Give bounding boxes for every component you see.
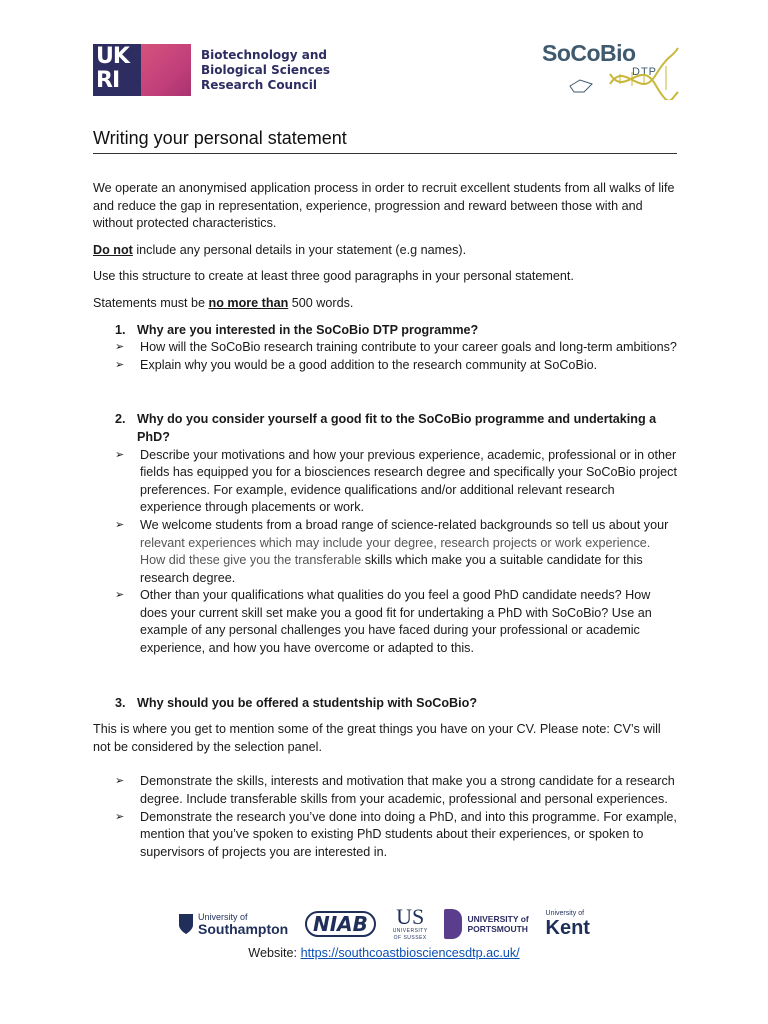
list-item: ➢ Other than your qualifications what qualities do you feel a good PhD candidate needs? How does your current skill set make you a good fit for undertaking a PhD with SoCoBio? Use an example of any personal challenges you have faced during your professional or academic experience, and how you have overcome or adapted to this. bbox=[93, 587, 678, 657]
bbsrc-name: Biotechnology and Biological Sciences Research Council bbox=[201, 47, 331, 92]
website-line: Website: https://southcoastbiosciencesdtp.ac.uk/ bbox=[248, 946, 520, 960]
arrow-bullet-icon: ➢ bbox=[115, 775, 125, 788]
section-3 bbox=[93, 695, 678, 862]
southampton-logo: University of Southampton bbox=[178, 912, 288, 936]
section-1 bbox=[93, 322, 678, 375]
arrow-bullet-icon: ➢ bbox=[115, 810, 125, 823]
socobio-wordmark: SoCoBio bbox=[542, 40, 636, 66]
website-link[interactable]: https://southcoastbiosciencesdtp.ac.uk/ bbox=[300, 946, 520, 960]
arrow-bullet-icon: ➢ bbox=[115, 448, 125, 461]
structure-note: Use this structure to create at least three good paragraphs in your personal statement. bbox=[93, 269, 574, 284]
section-heading: 1. Why are you interested in the SoCoBio DTP programme? bbox=[115, 322, 479, 337]
list-item: ➢ How will the SoCoBio research training contribute to your career goals and long-term ambitions? bbox=[93, 339, 678, 357]
list-item: ➢ Describe your motivations and how your previous experience, academic, professional or in other fields has equipped you for a biosciences research degree and specifically your SoCoBio project preferences. For example, evidence qualifications and/or additional relevant research experience through placements or work. bbox=[93, 447, 678, 517]
arrow-bullet-icon: ➢ bbox=[115, 589, 125, 602]
section-2 bbox=[93, 411, 678, 657]
dna-helix-icon bbox=[540, 40, 680, 100]
list-item: ➢ Explain why you would be a good addition to the research community at SoCoBio. bbox=[93, 357, 678, 375]
crest-icon bbox=[178, 913, 194, 935]
arrow-bullet-icon: ➢ bbox=[115, 518, 125, 531]
word-limit-note: Statements must be no more than 500 words. bbox=[93, 295, 354, 310]
privacy-note: Do not include any personal details in your statement (e.g names). bbox=[93, 242, 467, 257]
intro-paragraph: We operate an anonymised application process in order to recruit excellent students from all walks of life and reduce the gap in representation, experience, progression and reward between those with and without protected characteristics. bbox=[93, 181, 675, 231]
list-item: ➢ We welcome students from a broad range of science-related backgrounds so tell us about your relevant experiences which may include your degree, research projects or work experience. How did these give you the transferable skills which make you a suitable candidate for this research degree. bbox=[93, 517, 678, 587]
list-item: ➢ Demonstrate the skills, interests and motivation that make you a strong candidate for a research degree. Include transferable skills from your academic, professional and personal experiences. bbox=[93, 773, 678, 808]
arrow-bullet-icon: ➢ bbox=[115, 341, 125, 354]
portsmouth-mark-icon bbox=[444, 909, 462, 939]
document-body bbox=[93, 180, 678, 861]
socobio-dtp-label: DTP bbox=[632, 66, 657, 78]
section-intro: This is where you get to mention some of the great things you have on your CV. Please note: CV’s will not be considered by the selection panel. bbox=[93, 722, 661, 754]
ukri-mark bbox=[93, 44, 191, 96]
bullet-list bbox=[93, 773, 678, 861]
section-heading: 2. Why do you consider yourself a good fit to the SoCoBio programme and undertaking a PhD? bbox=[115, 412, 657, 444]
niab-logo: NIAB bbox=[305, 911, 376, 937]
list-item: ➢ Demonstrate the research you’ve done into doing a PhD, and into this programme. For example, mention that you’ve spoken to existing PhD students about their experiences, or spoken to supervisors of projects you are interested in. bbox=[93, 809, 678, 862]
socobio-logo bbox=[540, 40, 680, 100]
kent-logo: University of Kent bbox=[545, 910, 590, 939]
partner-logos bbox=[178, 904, 590, 944]
ukri-bbsrc-logo bbox=[93, 44, 330, 96]
sussex-logo: US UNIVERSITY OF SUSSEX bbox=[392, 904, 428, 941]
ukri-letters: UK RI bbox=[96, 44, 129, 93]
page-title: Writing your personal statement bbox=[93, 128, 677, 154]
arrow-bullet-icon: ➢ bbox=[115, 358, 125, 371]
bullet-list bbox=[93, 447, 678, 658]
portsmouth-logo: UNIVERSITY of PORTSMOUTH bbox=[444, 909, 528, 939]
bullet-list bbox=[93, 339, 678, 374]
section-heading: 3. Why should you be offered a studentship with SoCoBio? bbox=[115, 695, 478, 710]
